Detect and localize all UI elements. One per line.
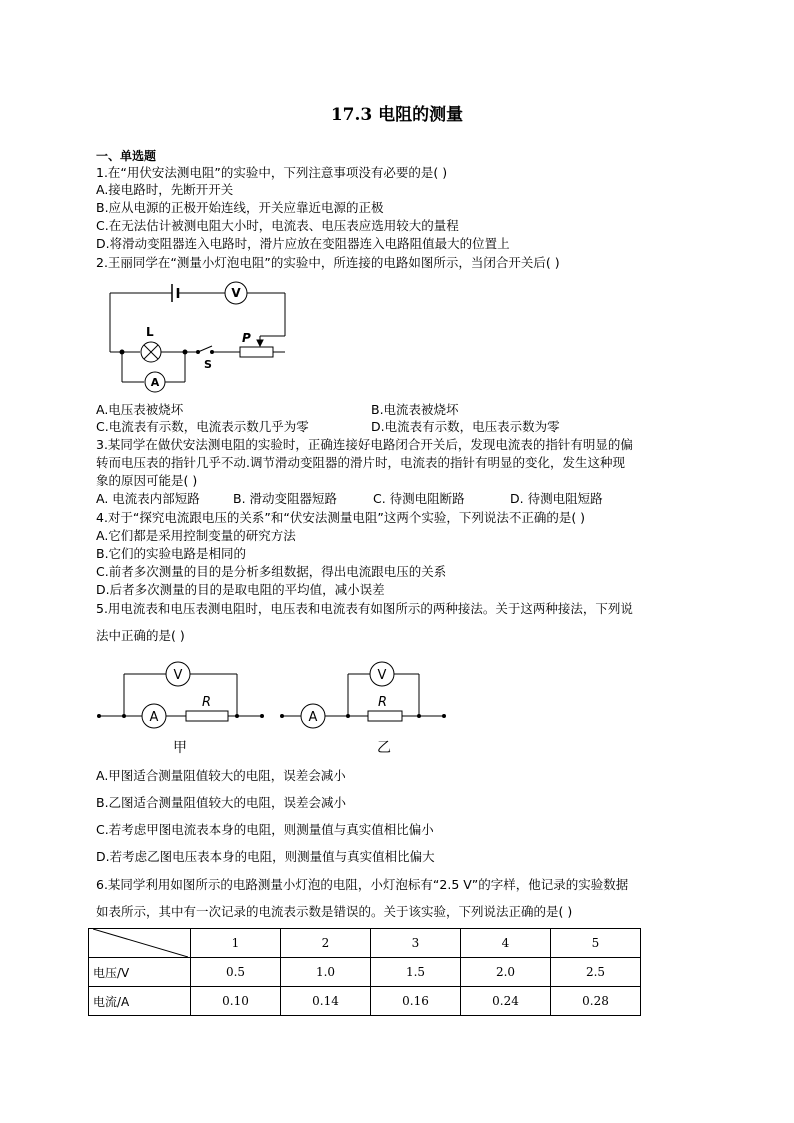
- q1-option-c: C.在无法估计被测电阻大小时，电流表、电压表应选用较大的量程: [96, 218, 459, 233]
- q2-circuit-diagram: [100, 276, 300, 396]
- jia-voltmeter-label: V: [173, 668, 183, 683]
- q2-option-d: D.电流表有示数，电压表示数为零: [371, 419, 560, 434]
- yi-resistor-label: R: [378, 695, 388, 710]
- q3-option-c: C. 待测电阻断路: [373, 491, 465, 506]
- q3-option-a: A. 电流表内部短路: [96, 491, 200, 506]
- q6-stem-line2: 如表所示，其中有一次记录的电流表示数是错误的。关于该实验，下列说法正确的是( ): [96, 904, 573, 919]
- q4-option-d: D.后者多次测量的目的是取电阻的平均值，减小误差: [96, 582, 385, 597]
- q1-option-b: B.应从电源的正极开始连线，开关应靠近电源的正极: [96, 200, 384, 215]
- q2-option-c: C.电流表有示数，电流表示数几乎为零: [96, 419, 309, 434]
- page-title: 17.3 电阻的测量: [330, 105, 464, 125]
- yi-ammeter-label: A: [308, 710, 318, 725]
- q5-option-a: A.甲图适合测量阻值较大的电阻，误差会减小: [96, 768, 346, 783]
- table-row: [89, 958, 641, 987]
- table-row: [89, 987, 641, 1016]
- q5-option-d: D.若考虑乙图电压表本身的电阻，则测量值与真实值相比偏大: [96, 849, 435, 864]
- section-heading: 一、单选题: [96, 149, 157, 163]
- voltmeter-label: V: [231, 286, 241, 300]
- switch-label: S: [204, 358, 212, 371]
- q6-data-table: [88, 928, 641, 1016]
- voltage-row-label: 电压/V: [89, 958, 191, 987]
- table-header-cell: 3: [371, 929, 461, 958]
- table-cell: 0.16: [371, 987, 461, 1016]
- q4-option-b: B.它们的实验电路是相同的: [96, 546, 247, 561]
- jia-ammeter-label: A: [149, 710, 159, 725]
- q2-stem: 2.王丽同学在“测量小灯泡电阻”的实验中，所连接的电路如图所示，当闭合开关后( ): [96, 255, 560, 270]
- q5-option-b: B.乙图适合测量阻值较大的电阻，误差会减小: [96, 795, 347, 810]
- table-cell: 0.10: [191, 987, 281, 1016]
- q3-option-d: D. 待测电阻短路: [510, 491, 603, 506]
- current-row-label: 电流/A: [89, 987, 191, 1016]
- q3-stem-line3: 象的原因可能是( ): [96, 473, 198, 488]
- q5-stem-line1: 5.用电流表和电压表测电阻时，电压表和电流表有如图所示的两种接法。关于这两种接法，下列说: [96, 601, 633, 616]
- yi-caption: 乙: [377, 740, 391, 756]
- table-cell: 0.5: [191, 958, 281, 987]
- q4-option-c: C.前者多次测量的目的是分析多组数据，得出电流跟电压的关系: [96, 564, 447, 579]
- yi-voltmeter-label: V: [377, 668, 387, 683]
- ammeter-label: A: [150, 376, 160, 389]
- lamp-label: L: [146, 325, 154, 339]
- q2-option-b: B.电流表被烧坏: [371, 402, 459, 417]
- q5-option-c: C.若考虑甲图电流表本身的电阻，则测量值与真实值相比偏小: [96, 822, 434, 837]
- q2-option-a: A.电压表被烧坏: [96, 402, 184, 417]
- q3-option-b: B. 滑动变阻器短路: [233, 491, 338, 506]
- table-row: [89, 929, 641, 958]
- table-cell: 2.5: [551, 958, 641, 987]
- q1-option-a: A.接电路时，先断开开关: [96, 182, 234, 197]
- q5-circuit-diagrams: [94, 656, 454, 758]
- slider-label: P: [242, 331, 251, 345]
- table-cell: 2.0: [461, 958, 551, 987]
- table-header-cell: 4: [461, 929, 551, 958]
- q4-option-a: A.它们都是采用控制变量的研究方法: [96, 528, 296, 543]
- table-cell: 0.14: [281, 987, 371, 1016]
- q3-stem-line1: 3.某同学在做伏安法测电阻的实验时，正确连接好电路闭合开关后，发现电流表的指针有明显的偏: [96, 437, 633, 452]
- table-header-cell: 2: [281, 929, 371, 958]
- q3-stem-line2: 转而电压表的指针几乎不动.调节滑动变阻器的滑片时，电流表的指针有明显的变化，发生这种现: [96, 455, 625, 470]
- table-cell: 1.5: [371, 958, 461, 987]
- jia-caption: 甲: [173, 740, 187, 756]
- table-header-cell: 5: [551, 929, 641, 958]
- table-cell: 0.24: [461, 987, 551, 1016]
- q4-stem: 4.对于“探究电流跟电压的关系”和“伏安法测量电阻”这两个实验，下列说法不正确的是( ): [96, 510, 586, 525]
- q1-option-d: D.将滑动变阻器连入电路时，滑片应放在变阻器连入电路阻值最大的位置上: [96, 236, 510, 251]
- q5-stem-line2: 法中正确的是( ): [96, 628, 185, 643]
- table-header-cell: 1: [191, 929, 281, 958]
- table-cell: 1.0: [281, 958, 371, 987]
- q6-stem-line1: 6.某同学利用如图所示的电路测量小灯泡的电阻，小灯泡标有“2.5 V”的字样，他记录的实验数据: [96, 877, 629, 892]
- jia-resistor-label: R: [202, 695, 212, 710]
- table-cell: 0.28: [551, 987, 641, 1016]
- table-diagonal-header-cell: [89, 929, 191, 958]
- q1-stem: 1.在“用伏安法测电阻”的实验中，下列注意事项没有必要的是( ): [96, 165, 448, 180]
